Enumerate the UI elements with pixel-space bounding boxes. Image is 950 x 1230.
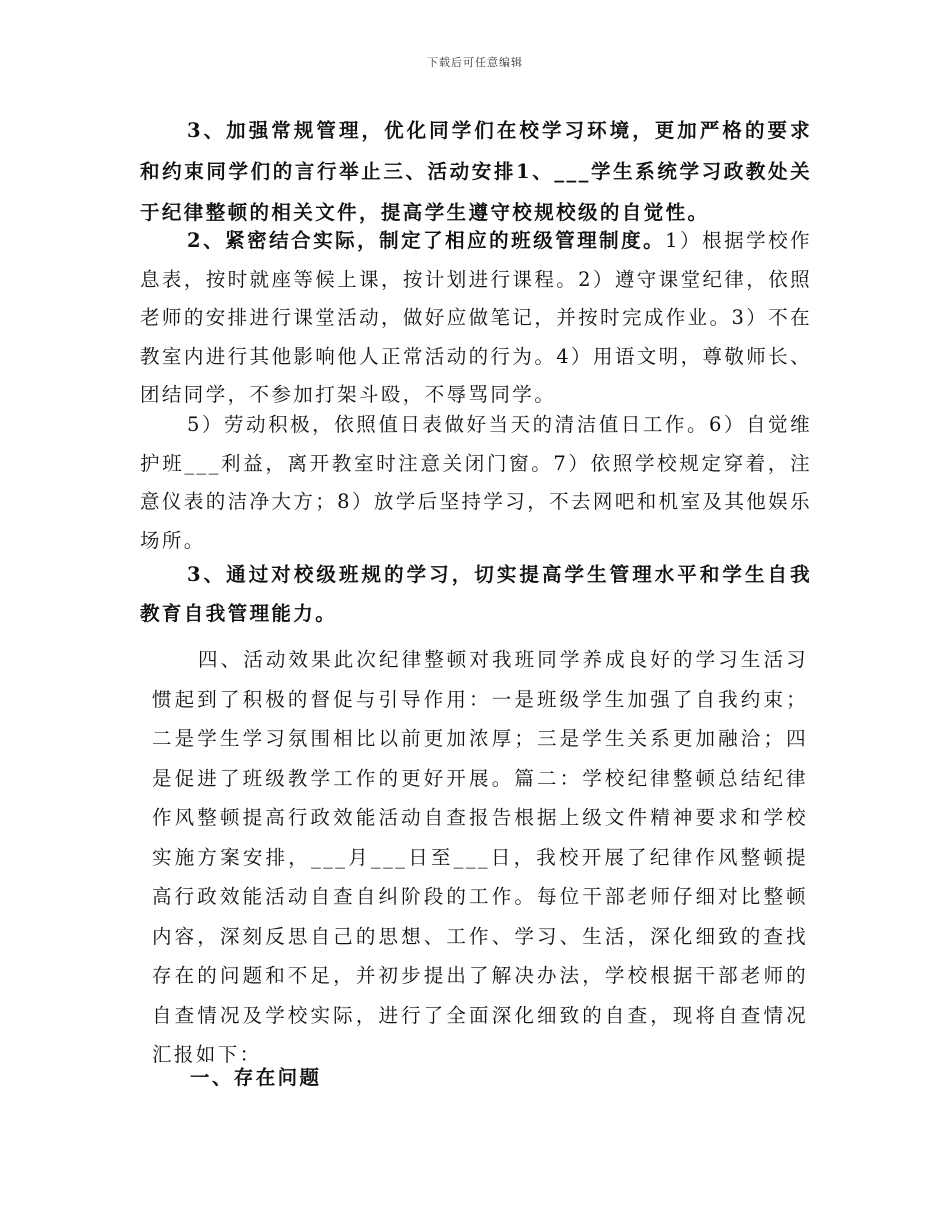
paragraph-class-rules-body: 1）根据学校作息表，按时就座等候上课，按计划进行课程。2）遵守课堂纪律，依照老师的安排进行课堂活动，做好应做笔记，并按时完成作业。3）不在教室内进行其他影响他人正常活动的行为。4）用语文明，尊敬师长、团结同学，不参加打架斗殴，不辱骂同学。 [140, 229, 812, 406]
header-note: 下载后可任意编辑 [427, 56, 523, 69]
section-heading-problems: 一、存在问题 [190, 1066, 322, 1089]
paragraph-class-rules [140, 222, 812, 415]
paragraph-rules-continued: 5）劳动积极，依照值日表做好当天的清洁值日工作。6）自觉维护班___利益，离开教室时注意关闭门窗。7）依照学校规定穿着，注意仪表的洁净大方；8）放学后坚持学习，不去网吧和机室及其他娱乐场所。 [140, 413, 812, 552]
paragraph-class-rules-heading: 2、紧密结合实际，制定了相应的班级管理制度。 [187, 229, 666, 252]
paragraph-routine-management: 3、加强常规管理，优化同学们在校学习环境，更加严格的要求和约束同学们的言行举止三、活动安排1、___学生系统学习政教处关于纪律整顿的相关文件，提高学生遵守校规校级的自觉性。 [140, 119, 812, 224]
paragraph-study-rules: 3、通过对校级班规的学习，切实提高学生管理水平和学生自我教育自我管理能力。 [140, 563, 812, 625]
paragraph-activity-results: 四、活动效果此次纪律整顿对我班同学养成良好的学习生活习惯起到了积极的督促与引导作用：一是班级学生加强了自我约束；二是学生学习氛围相比以前更加浓厚；三是学生关系更加融洽；四是促进了班级教学工作的更好开展。篇二：学校纪律整顿总结纪律作风整顿提高行政效能活动自查报告根据上级文件精神要求和学校实施方案安排，___月___日至___日，我校开展了纪律作风整顿提高行政效能活动自查自纠阶段的工作。每位干部老师仔细对比整顿内容，深刻反思自己的思想、工作、学习、生活，深化细致的查找存在的问题和不足，并初步提出了解决办法，学校根据干部老师的自查情况及学校实际，进行了全面深化细致的自查，现将自查情况汇报如下： [152, 648, 808, 1066]
